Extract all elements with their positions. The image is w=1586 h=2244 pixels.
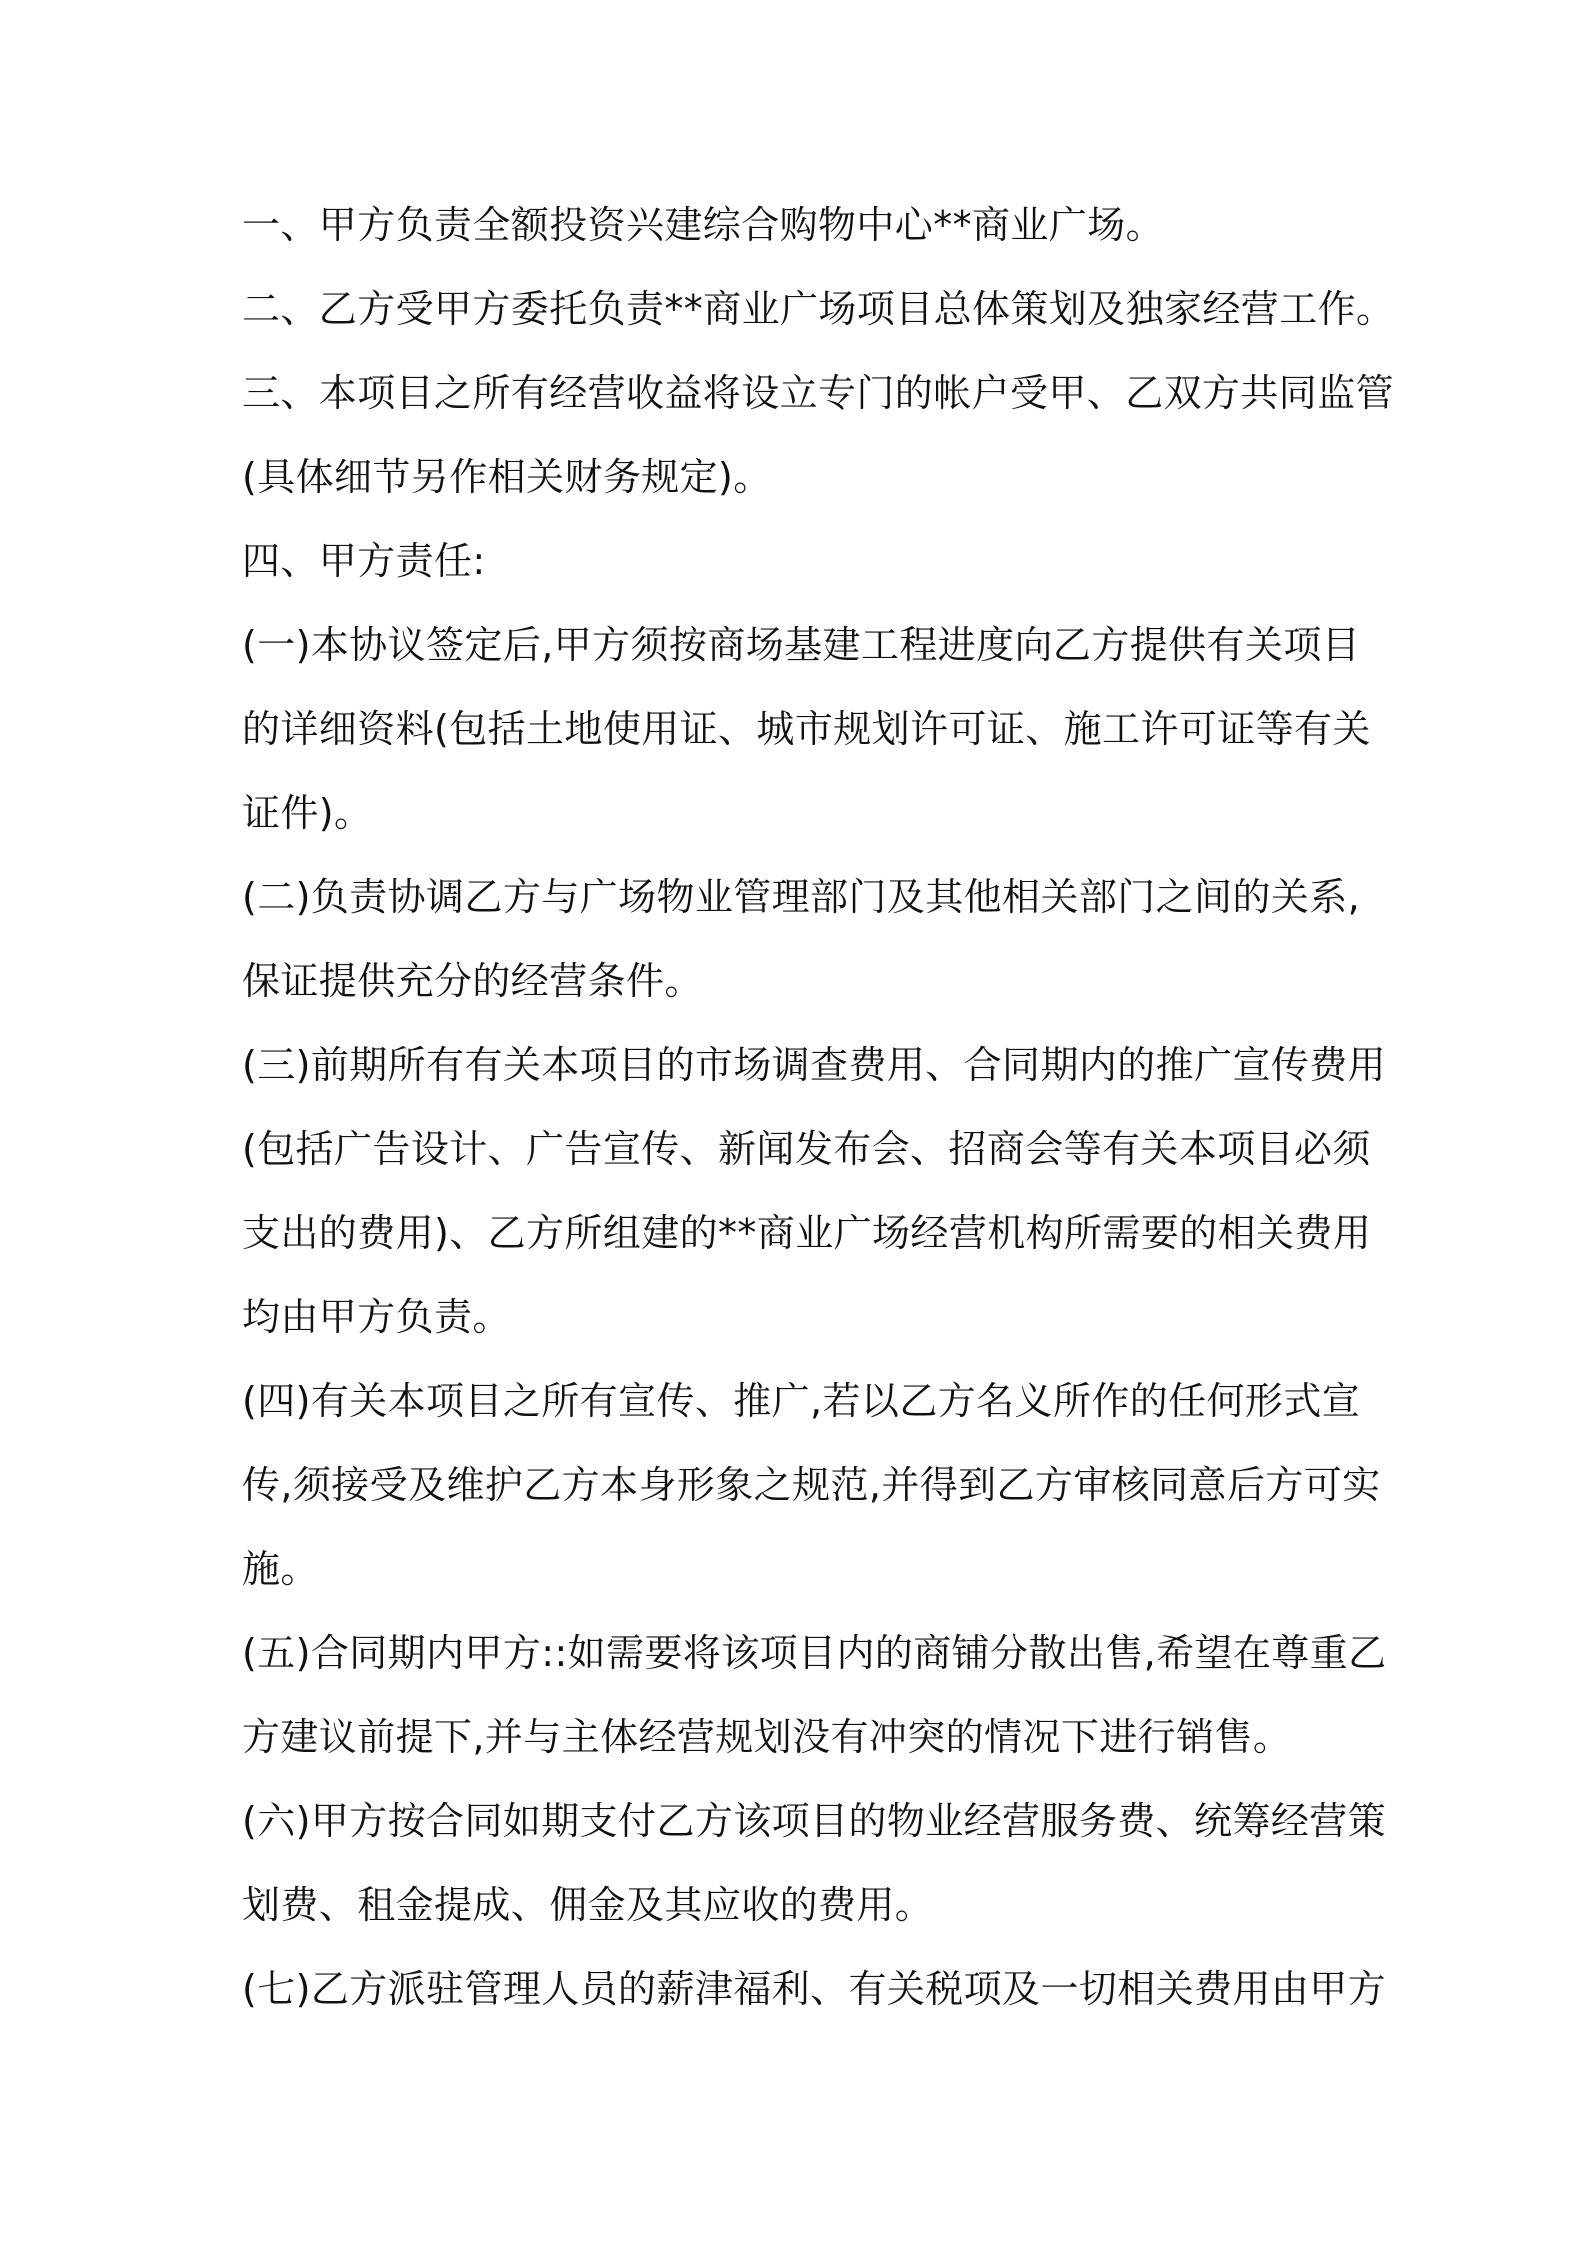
text-line: (二)负责协调乙方与广场物业管理部门及其他相关部门之间的关系,	[242, 875, 1361, 919]
text-line: 四、甲方责任:	[242, 539, 486, 583]
text-line: (六)甲方按合同如期支付乙方该项目的物业经营服务费、统筹经营策	[242, 1799, 1387, 1843]
text-line: (包括广告设计、广告宣传、新闻发布会、招商会等有关本项目必须	[242, 1127, 1371, 1171]
text-line: (具体细节另作相关财务规定)。	[242, 455, 772, 499]
text-line: 保证提供充分的经营条件。	[242, 959, 703, 1003]
text-line: 均由甲方负责。	[242, 1295, 511, 1339]
text-line: (七)乙方派驻管理人员的薪津福利、有关税项及一切相关费用由甲方	[242, 1967, 1387, 2011]
text-line: 方建议前提下,并与主体经营规划没有冲突的情况下进行销售。	[242, 1715, 1292, 1759]
text-line: 二、乙方受甲方委托负责**商业广场项目总体策划及独家经营工作。	[242, 287, 1395, 331]
text-line: 传,须接受及维护乙方本身形象之规范,并得到乙方审核同意后方可实	[242, 1463, 1381, 1507]
text-line: 划费、租金提成、佣金及其应收的费用。	[242, 1883, 934, 1927]
text-line: 支出的费用)、乙方所组建的**商业广场经营机构所需要的相关费用	[242, 1211, 1372, 1255]
text-line: 一、甲方负责全额投资兴建综合购物中心**商业广场。	[242, 203, 1165, 247]
text-line: (五)合同期内甲方::如需要将该项目内的商铺分散出售,希望在尊重乙	[242, 1631, 1387, 1675]
text-line: (一)本协议签定后,甲方须按商场基建工程进度向乙方提供有关项目	[242, 623, 1361, 667]
text-line: 证件)。	[242, 791, 373, 835]
text-line: (四)有关本项目之所有宣传、推广,若以乙方名义所作的任何形式宣	[242, 1379, 1361, 1423]
text-line: 施。	[242, 1547, 319, 1591]
text-line: 的详细资料(包括土地使用证、城市规划许可证、施工许可证等有关	[242, 707, 1371, 751]
text-line: 三、本项目之所有经营收益将设立专门的帐户受甲、乙双方共同监管	[242, 371, 1395, 415]
text-line: (三)前期所有有关本项目的市场调查费用、合同期内的推广宣传费用	[242, 1043, 1387, 1087]
